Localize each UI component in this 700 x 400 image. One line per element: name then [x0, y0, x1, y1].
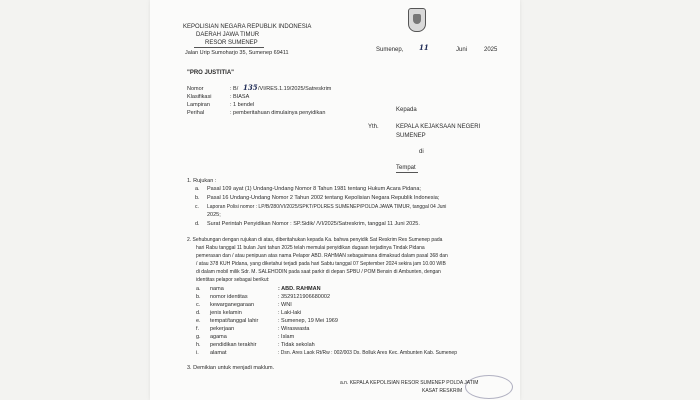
recipient-di: di [419, 149, 424, 155]
identity-mark: h. [196, 342, 201, 348]
identity-mark: f. [196, 326, 200, 332]
recipient-tempat: Tempat [396, 165, 416, 171]
recipient-yth: Yth. [368, 124, 379, 130]
paragraph2-line6: identitas pelapor sebagai berikut: [196, 277, 270, 283]
rujukan-item-b: Pasal 16 Undang-Undang Nomor 2 Tahun 2002 tentang Kepolisian Negara Republik Indonesia; [207, 195, 440, 201]
paragraph2-line3: pemerasan dan / atau penipuan atas nama Pelapor ABD. RAHMAN sebagaimana dimaksud dalam pasal 368 dan [196, 253, 448, 259]
identity-value: : Dsn. Ares Laok Rt/Rw : 002/003 Ds. Bolluk Ares Kec. Ambunten Kab. Sumenep [278, 350, 457, 356]
identity-mark: b. [196, 294, 201, 300]
identity-value: : Islam [278, 334, 295, 340]
identity-label: pendidikan terakhir [210, 342, 257, 348]
letterhead-line1: KEPOLISIAN NEGARA REPUBLIK INDONESIA [183, 24, 312, 30]
pro-justitia: "PRO JUSTITIA" [187, 70, 235, 76]
identity-value: : ABD. RAHMAN [278, 286, 321, 292]
closing-text: 3. Demikian untuk menjadi maklum. [187, 365, 275, 371]
perihal-label: Perihal [187, 110, 205, 116]
rujukan-item-c-mark: c. [195, 204, 199, 210]
letterhead-address: Jalan Urip Sumoharjo 35, Sumenep 69411 [185, 50, 289, 56]
identity-value: : Wiraswasta [278, 326, 310, 332]
identity-label: nama [210, 286, 224, 292]
identity-mark: e. [196, 318, 201, 324]
identity-mark: d. [196, 310, 201, 316]
nomor-suffix: /VI/RES.1.19/2025/Satreskrim [258, 86, 332, 92]
identity-value: : Tidak sekolah [278, 342, 315, 348]
rujukan-item-a: Pasal 109 ayat (1) Undang-Undang Nomor 8 Tahun 1981 tentang Hukum Acara Pidana; [207, 186, 421, 192]
signature-line2: KASAT RESKRIM [422, 388, 463, 394]
rujukan-item-a-mark: a. [195, 186, 200, 192]
identity-label: kewarganegaraan [210, 302, 255, 308]
police-emblem-icon [408, 8, 426, 32]
place-city: Sumenep, [376, 47, 404, 53]
rujukan-item-b-mark: b. [195, 195, 200, 201]
paragraph2-line1: 2. Sehubungan dengan rujukan di atas, diberitahukan kepada Ka. bahwa penyidik Sat Reskrim Res Sumenep pada [187, 237, 443, 243]
rujukan-item-d: Surat Perintah Penyidikan Nomor : SP.Sidik/ /VI/2025/Satreskrim, tanggal 11 Juni 2025. [207, 221, 420, 227]
recipient-line2: SUMENEP [396, 133, 426, 139]
lampiran-label: Lampiran [187, 102, 210, 108]
identity-label: nomor identitas [210, 294, 248, 300]
identity-value: : WNI [278, 302, 292, 308]
identity-value: : Laki-laki [278, 310, 302, 316]
nomor-handwritten: 135 [243, 83, 258, 92]
identity-label: agama [210, 334, 227, 340]
recipient-tempat-underline [396, 172, 418, 173]
rujukan-item-d-mark: d. [195, 221, 200, 227]
rujukan-item-c-cont: 2025; [207, 212, 221, 218]
identity-mark: g. [196, 334, 201, 340]
identity-mark: c. [196, 302, 201, 308]
place-year: 2025 [484, 47, 498, 53]
identity-label: jenis kelamin [210, 310, 242, 316]
place-day: 11 [419, 43, 429, 52]
identity-mark: i. [196, 350, 199, 356]
identity-label: pekerjaan [210, 326, 235, 332]
paragraph2-line2: hari Rabu tanggal 11 bulan Juni tahun 2025 telah memulai penyidikan dugaan terjadinya Tindak Pidana [196, 245, 425, 251]
paragraph2-line4: / atau 378 KUH Pidana, yang diketahui terjadi pada hari Sabtu tanggal 07 September 2024 sekira jam 10.00 WIB [196, 261, 446, 267]
rujukan-header: 1. Rujukan : [187, 178, 217, 184]
rujukan-item-c: Laporan Polisi nomor : LP/B/280/VI/2025/SPKT/POLRES SUMENEP/POLDA JAWA TIMUR, tanggal 04 Juni [207, 204, 447, 210]
perihal-value: : pemberitahuan dimulainya penyidikan [230, 110, 326, 116]
official-stamp [465, 375, 513, 399]
klasifikasi-value: : BIASA [230, 94, 250, 100]
nomor-prefix: : B/ [230, 86, 239, 92]
nomor-label: Nomor [187, 86, 204, 92]
identity-mark: a. [196, 286, 201, 292]
lampiran-value: : 1 bendel [230, 102, 255, 108]
identity-label: tempat/tanggal lahir [210, 318, 259, 324]
identity-value: : Sumenep, 19 Mei 1969 [278, 318, 338, 324]
letterhead-line2: DAERAH JAWA TIMUR [196, 32, 260, 38]
identity-label: alamat [210, 350, 227, 356]
letterhead-line3: RESOR SUMENEP [205, 40, 258, 46]
letter-page [150, 0, 520, 400]
klasifikasi-label: Klasifikasi [187, 94, 212, 100]
recipient-line1: KEPALA KEJAKSAAN NEGERI [396, 124, 481, 130]
place-month: Juni [456, 47, 468, 53]
recipient-kepada: Kepada [396, 107, 417, 113]
paragraph2-line5: di dalam mobil milik Sdr. M. SALEHODIN pada saat parkir di depan SPBU / POM Bensin di Ambunten, dengan [196, 269, 441, 275]
letterhead-underline [194, 47, 264, 48]
identity-value: : 3529121906680002 [278, 294, 330, 300]
signature-line1: a.n. KEPALA KEPOLISIAN RESOR SUMENEP POLDA JATIM [340, 380, 479, 386]
